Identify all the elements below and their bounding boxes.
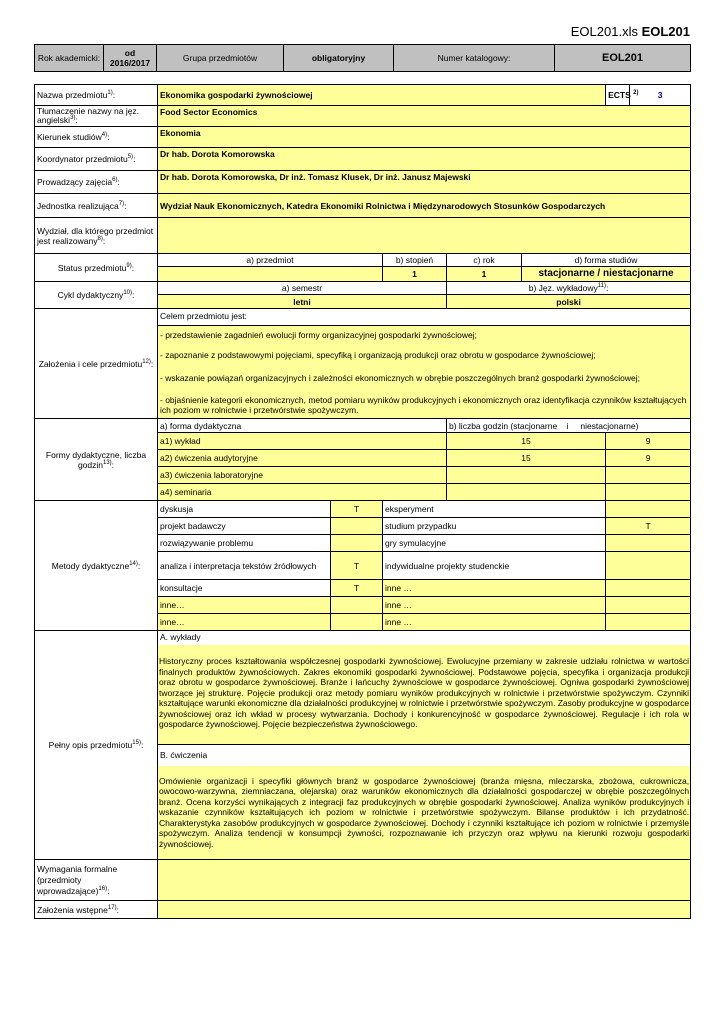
metoda-right: indywidualne projekty studenckie xyxy=(383,552,606,580)
tlum-value: Food Sector Economics xyxy=(158,106,691,127)
rok-label: Rok akademicki: xyxy=(35,45,104,72)
metoda-right: gry symulacyjne xyxy=(383,535,606,552)
main-table xyxy=(34,84,691,919)
zalozenia-item: - objaśnienie kategorii ekonomicznych, metod pomiaru wyników produkcyjnych i ekonomicznych oraz identyfikacja czynników kształtujących ich poziom w rolnictwie i przetwórstwie spożywczym. xyxy=(160,395,687,415)
metoda-left-mark xyxy=(331,518,383,535)
forma-hours-st xyxy=(447,467,606,484)
metoda-right-mark xyxy=(606,614,691,631)
metoda-right-mark xyxy=(606,501,691,518)
metoda-right-mark xyxy=(606,535,691,552)
wymagania-label: Wymagania formalne (przedmioty wprowadzające)$^{16)}$: xyxy=(35,860,158,901)
status-b-header: b) stopień xyxy=(383,254,447,267)
cykl-b-header: b) Jęz. wykładowy$^{11)}$: xyxy=(447,282,691,295)
grupa-label: Grupa przedmiotów xyxy=(157,45,284,72)
metoda-right-mark: T xyxy=(606,518,691,535)
top-strip xyxy=(34,44,691,72)
cykl-label: Cykl dydaktyczny$^{10)}$: xyxy=(35,282,158,309)
koord-label: Koordynator przedmiotu$^{5)}$: xyxy=(35,148,158,171)
opis-value xyxy=(158,631,691,860)
formy-a-header: a) forma dydaktyczna xyxy=(158,419,447,433)
zal-wstepne-label: Założenia wstępne$^{17)}$: xyxy=(35,901,158,919)
rok-value: od 2016/2017 xyxy=(104,45,157,72)
cykl-b-value: polski xyxy=(447,295,691,309)
zalozenia-item: - przedstawienie zagadnień ewolucji formy organizacyjnej gospodarki żywnościowej; xyxy=(160,330,478,340)
wymagania-value xyxy=(158,860,691,901)
forma-hours-st: 15 xyxy=(447,433,606,450)
status-label: Status przedmiotu$^{9)}$: xyxy=(35,254,158,282)
kier-value: Ekonomia xyxy=(158,127,691,148)
metoda-left-mark: T xyxy=(331,501,383,518)
status-b-value: 1 xyxy=(383,267,447,282)
opis-b-text: Omówienie organizacji i specyfiki głównych branż w gospodarce żywnościowej (branża mięsna, mleczarska, zbożowa, cukrownicza, owocowo-warzywna, ziemniaczana, olejarska) oraz warunków ekonomicznych dla działalności gospodarczej w obrębie poszczególnych branż. Ocena korzyści wynikających z integracji faz produkcyjnych w obrębie gospodarki żywnościowej. Analiza wyników produkcyjnych i wskazanie czynników kształtujących ich poziom w rolnictwie i przetwórstwie spożywczym. Bilanse produktów i ich przydatność. Charakterystyka zasobów produkcyjnych w gospodarce żywnościowej. Dochody i czynniki kształtujące ich poziom w rolnictwie i przemyśle spożywczym. Analiza tendencji w konsumpcji żywności, rozpoznawanie ich przyczyn oraz wpływu na kierunki rozwoju gospodarki żywnościowej. xyxy=(158,766,690,860)
metoda-left: dyskusja xyxy=(158,501,331,518)
status-d-value: stacjonarne / niestacjonarne xyxy=(522,267,691,282)
koord-value: Dr hab. Dorota Komorowska xyxy=(158,148,691,171)
kier-label: Kierunek studiów$^{4)}$: xyxy=(35,127,158,148)
syllabus-form xyxy=(34,44,690,919)
wydz-value xyxy=(158,218,691,254)
metoda-left-mark: T xyxy=(331,580,383,597)
opis-a-header: A. wykłady xyxy=(160,632,201,642)
forma-name: a4) seminaria xyxy=(158,484,447,501)
metoda-right: eksperyment xyxy=(383,501,606,518)
status-c-value: 1 xyxy=(447,267,522,282)
jedn-label: Jednostka realizująca$^{7)}$: xyxy=(35,194,158,218)
formy-label: Formy dydaktyczne, liczba godzin$^{13)}$: xyxy=(35,419,158,501)
forma-hours-nst: 9 xyxy=(606,450,691,467)
document-header xyxy=(571,24,690,39)
metoda-right: inne … xyxy=(383,580,606,597)
status-a-header: a) przedmiot xyxy=(158,254,383,267)
jedn-value: Wydział Nauk Ekonomicznych, Katedra Ekonomiki Rolnictwa i Międzynarodowych Stosunków Gospodarczych xyxy=(158,194,691,218)
zalozenia-label: Założenia i cele przedmiotu$^{12)}$: xyxy=(35,309,158,419)
status-d-header: d) forma studiów xyxy=(522,254,691,267)
metoda-left-mark xyxy=(331,597,383,614)
file-name: EOL201.xls xyxy=(570,24,638,39)
zalozenia-list xyxy=(158,326,690,418)
formy-b-header: b) liczba godzin (stacjonarne i niestacjonarne) xyxy=(447,419,691,433)
metoda-left: projekt badawczy xyxy=(158,518,331,535)
zalozenia-item: - zapoznanie z podstawowymi pojęciami, specyfiką i organizacją produkcji oraz obrotu w gospodarce żywnościowej; xyxy=(160,350,596,360)
nazwa-value: Ekonomika gospodarki żywnościowej xyxy=(158,85,606,106)
metoda-left-mark xyxy=(331,535,383,552)
cykl-a-header: a) semestr xyxy=(158,282,447,295)
forma-hours-nst xyxy=(606,484,691,501)
forma-hours-nst: 9 xyxy=(606,433,691,450)
zalozenia-item: - wskazanie powiązań organizacyjnych i zależności ekonomicznych w obrębie poszczególnych branż gospodarki żywnościowej; xyxy=(160,373,641,383)
metoda-right-mark xyxy=(606,580,691,597)
metoda-left-mark xyxy=(331,614,383,631)
tlum-label: Tłumaczenie nazwy na jęz. angielski$^{3)}$: xyxy=(35,106,158,127)
opis-a-text: Historyczny proces kształtowania współczesnej gospodarki żywnościowej. Ewolucyjne przemiany w zakresie udziału rolnictwa w wartości finalnych produktów żywnościowych. Zakres ekonomiki gospodarki żywnościowej. Podstawowe pojęcia, specyfika i organizacja produkcji oraz obrotu w gospodarce żywnościowej. Branże i łańcuchy żywnościowe w gospodarce żywnościowej. Ogniwa gospodarki żywnościowej tworzące jej strukturę. Pojęcie produkcji oraz metody pomiaru wyników produkcyjnych w rolnictwie i przetwórstwie spożywczym. Czynniki kształtujące warunki ekonomiczne dla działalności produkcyjnej w rolnictwie i przetwórstwie spożywczym. Zasoby produkcyjne w gospodarce żywnościowej oraz ich wkład w procesy wytwarzania. Dochody i konkurencyjność w gospodarce żywnościowej. Regulacje i ich rola w gospodarce żywnościowej. Pojęcie bezpieczeństwa żywnościowego. xyxy=(158,645,690,744)
forma-hours-st: 15 xyxy=(447,450,606,467)
metoda-left: analiza i interpretacja tekstów źródłowych xyxy=(158,552,331,580)
ects-label: ECTS $^{2)}$ xyxy=(606,85,630,106)
numer-value: EOL201 xyxy=(555,45,691,72)
nazwa-label: Nazwa przedmiotu$^{1)}$: xyxy=(35,85,158,106)
prow-value: Dr hab. Dorota Komorowska, Dr inż. Tomasz Klusek, Dr inż. Janusz Majewski xyxy=(158,171,691,194)
ects-value: 3 xyxy=(630,85,691,106)
metoda-right-mark xyxy=(606,597,691,614)
prow-label: Prowadzący zajęcia$^{6)}$: xyxy=(35,171,158,194)
metoda-left: inne… xyxy=(158,614,331,631)
opis-b-header: B. ćwiczenia xyxy=(158,744,690,766)
wydz-label: Wydział, dla którego przedmiot jest realizowany$^{8)}$: xyxy=(35,218,158,254)
metoda-right: inne … xyxy=(383,597,606,614)
grupa-value: obligatoryjny xyxy=(284,45,394,72)
zalozenia-value xyxy=(158,309,691,419)
forma-name: a3) ćwiczenia laboratoryjne xyxy=(158,467,447,484)
status-a-value xyxy=(158,267,383,282)
metoda-left: rozwiązywanie problemu xyxy=(158,535,331,552)
forma-name: a1) wykład xyxy=(158,433,447,450)
numer-label: Numer katalogowy: xyxy=(394,45,555,72)
forma-hours-st xyxy=(447,484,606,501)
zal-wstepne-value xyxy=(158,901,691,919)
metoda-left: konsultacje xyxy=(158,580,331,597)
forma-name: a2) ćwiczenia audytoryjne xyxy=(158,450,447,467)
metody-label: Metody dydaktyczne$^{14)}$: xyxy=(35,501,158,631)
status-c-header: c) rok xyxy=(447,254,522,267)
metoda-left: inne… xyxy=(158,597,331,614)
metoda-left-mark: T xyxy=(331,552,383,580)
forma-hours-nst xyxy=(606,467,691,484)
opis-label: Pełny opis przedmiotu$^{15)}$: xyxy=(35,631,158,860)
metoda-right: studium przypadku xyxy=(383,518,606,535)
metoda-right: inne … xyxy=(383,614,606,631)
course-code-header: EOL201 xyxy=(641,24,690,39)
zalozenia-intro: Celem przedmiotu jest: xyxy=(158,309,690,326)
cykl-a-value: letni xyxy=(158,295,447,309)
metoda-right-mark xyxy=(606,552,691,580)
